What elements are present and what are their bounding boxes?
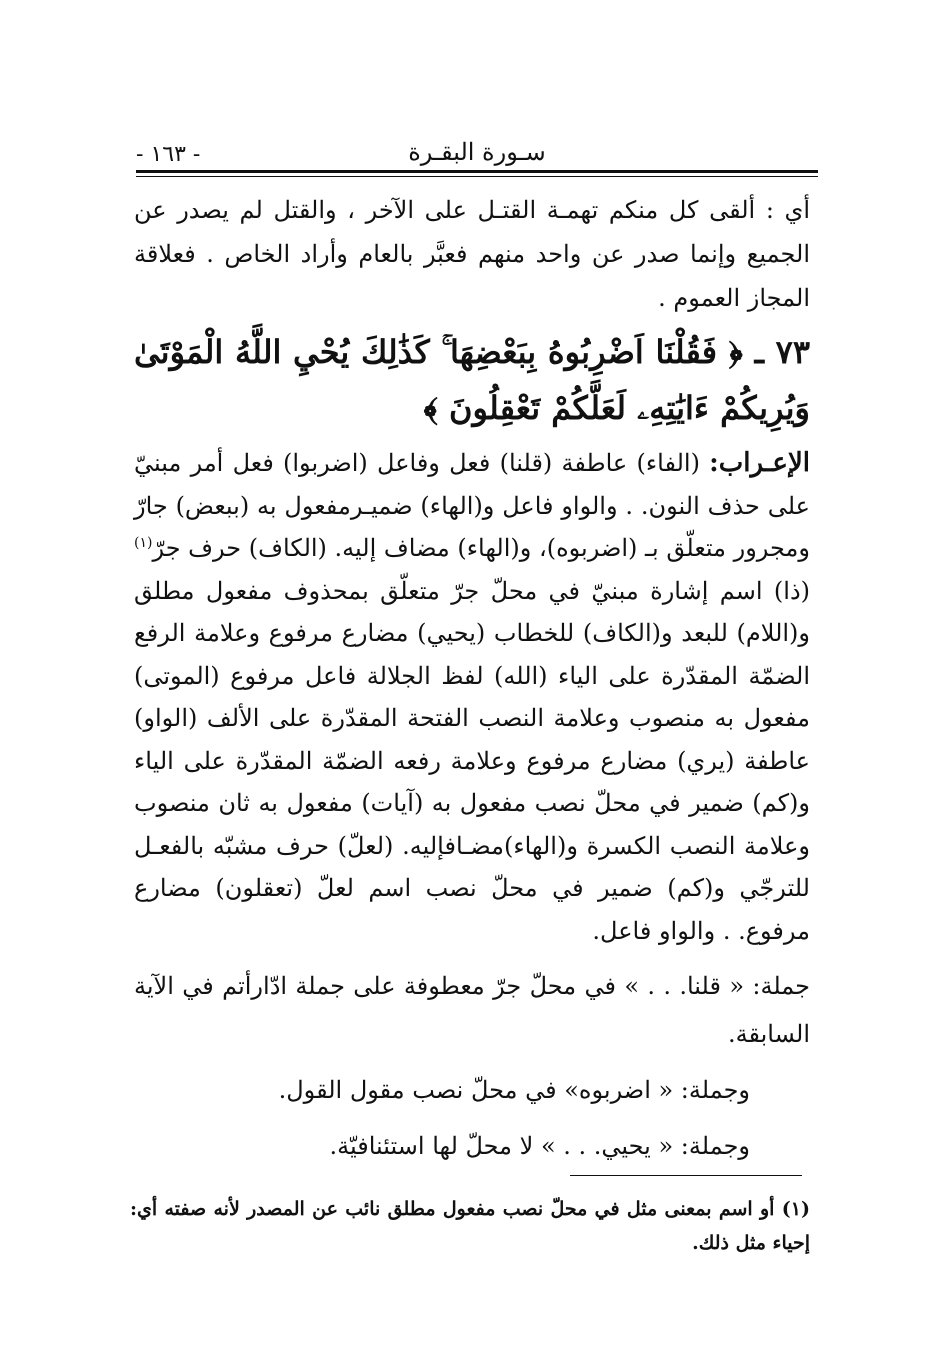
header-rule-thin — [136, 176, 818, 177]
footnote-reference[interactable]: (١) — [134, 535, 153, 551]
irab-paragraph — [134, 442, 810, 952]
irab-label: الإعـراب: — [709, 448, 810, 478]
surah-title: سـورة البقـرة — [408, 138, 546, 166]
sentence-second: وجملة: « اضربوه» في محلّ نصب مقول القول. — [278, 1076, 750, 1104]
verse-number: ٧٣ ـ — [754, 333, 811, 371]
irab-text-part1: (الفاء) عاطفة (قلنا) فعل وفاعل (اضربوا) فعل أمر مبنيّ على حذف النون. . والواو فاعل و(الهاء) ضميـرمفعول به (ببعض) جارّ ومجرور متعلّق بـ (اضربوه)، و(الهاء) مضاف إليه. (الكاف) حرف جرّ — [134, 449, 810, 562]
sentence-first: جملة: « قلنا. . . » في محلّ جرّ معطوفة على جملة ادّارأتم في الآية السابقة. — [134, 972, 810, 1048]
header-rule — [136, 170, 818, 173]
page-number: - ١٦٣ - — [136, 142, 201, 167]
footnote-rule — [570, 1175, 802, 1176]
quran-verse — [134, 324, 810, 436]
verse-text: ﴿ فَقُلْنَا اَضْرِبُوهُ بِبَعْضِهَا ۚ كَذَٰلِكَ يُحْيِ اللَّهُ الْمَوْتَىٰ وَيُرِيكُمْ ءَايَٰتِهِۦ لَعَلَّكُمْ تَعْقِلُونَ ﴾ — [134, 333, 810, 427]
intro-paragraph: أي : ألقى كل منكم تهمـة القتـل على الآخر ، والقتل لم يصدر عن الجميع وإنما صدر عن واحد منهم فعبَّر بالعام وأراد الخاص . فعلاقة المجاز العموم . — [134, 196, 811, 312]
footnote: (١) أو اسم بمعنى مثل في محلّ نصب مفعول مطلق نائب عن المصدر لأنه صفته أي: إحياء مثل ذلك. — [130, 1198, 810, 1254]
irab-text-part2: (ذا) اسم إشارة مبنيّ في محلّ جرّ متعلّق بمحذوف مفعول مطلق و(اللام) للبعد و(الكاف) للخطاب (يحيي) مضارع مرفوع وعلامة الرفع الضمّة المقدّرة على الياء (الله) لفظ الجلالة فاعل مرفوع (الموتى) مفعول به منصوب وعلامة النصب الفتحة المقدّرة على الألف (الواو) عاطفة (يري) مضارع مرفوع وعلامة رفعه الضمّة المقدّرة على الياء و(كم) ضمير في محلّ نصب مفعول به (آيات) مفعول به ثان منصوب وعلامة النصب الكسرة و(الهاء)مضـافإليه. (لعلّ) حرف مشبّه بالفعـل للترجّي و(كم) ضمير في محلّ نصب اسم لعلّ (تعقلون) مضارع مرفوع. . والواو فاعل. — [134, 576, 811, 945]
main-content — [134, 188, 810, 1170]
sentence-third: وجملة: « يحيي. . . » لا محلّ لها استئنافيّة. — [329, 1132, 750, 1160]
page-header — [136, 138, 818, 170]
